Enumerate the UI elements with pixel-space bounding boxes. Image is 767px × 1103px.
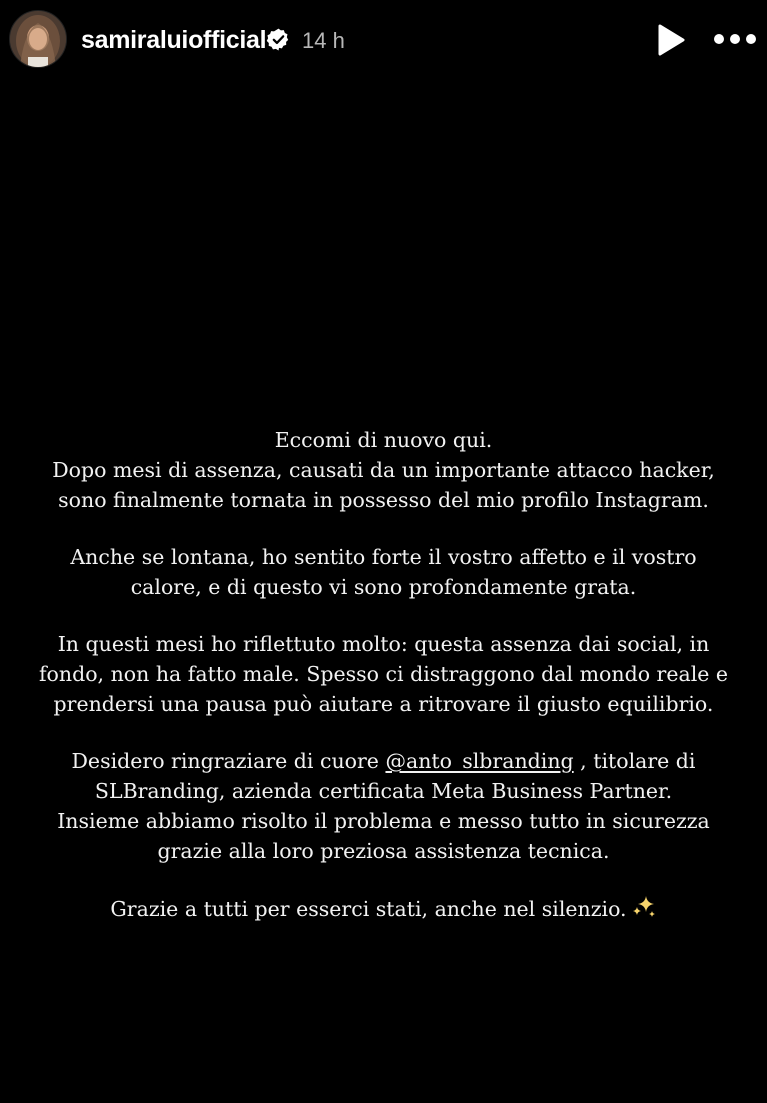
play-icon[interactable] [652, 23, 688, 57]
text-segment: Desidero ringraziare di cuore [71, 749, 386, 773]
paragraph-1 [10, 425, 757, 515]
avatar[interactable] [9, 10, 67, 68]
text-line: SLBranding, azienda certificata Meta Business Partner. [94, 779, 673, 803]
mention-link[interactable]: @anto_slbranding [385, 749, 574, 773]
paragraph-3 [10, 629, 757, 719]
text-line: Anche se lontana, ho sentito forte il vostro affetto e il vostro [70, 545, 697, 569]
text-line: Dopo mesi di assenza, causati da un importante attacco hacker, [52, 458, 715, 482]
story-text [10, 425, 757, 951]
paragraph-4 [10, 746, 757, 866]
text-line: calore, e di questo vi sono profondamente grata. [130, 575, 637, 599]
paragraph-5 [10, 893, 757, 924]
more-options-icon[interactable] [712, 28, 758, 50]
text-line: In questi mesi ho riflettuto molto: questa assenza dai social, in [57, 632, 710, 656]
text-line: prendersi una pausa può aiutare a ritrovare il giusto equilibrio. [53, 692, 714, 716]
paragraph-2 [10, 542, 757, 602]
text-line: Insieme abbiamo risolto il problema e messo tutto in sicurezza [57, 809, 710, 833]
text-line: sono finalmente tornata in possesso del mio profilo Instagram. [58, 488, 709, 512]
text-line-closing [10, 893, 757, 924]
text-line-with-mention [10, 746, 757, 776]
sparkles-icon [631, 893, 657, 919]
text-line: Eccomi di nuovo qui. [274, 428, 493, 452]
text-segment: , titolare di [573, 749, 696, 773]
text-line: fondo, non ha fatto male. Spesso ci distraggono dal mondo reale e [38, 662, 729, 686]
text-line: grazie alla loro preziosa assistenza tecnica. [157, 839, 610, 863]
story-header [0, 0, 767, 80]
post-time: 14 h [302, 28, 345, 53]
verified-badge-icon [266, 27, 291, 52]
username[interactable]: samiraluiofficial [81, 26, 267, 54]
avatar-image [10, 11, 66, 67]
text-segment: Grazie a tutti per esserci stati, anche nel silenzio. [110, 897, 627, 921]
